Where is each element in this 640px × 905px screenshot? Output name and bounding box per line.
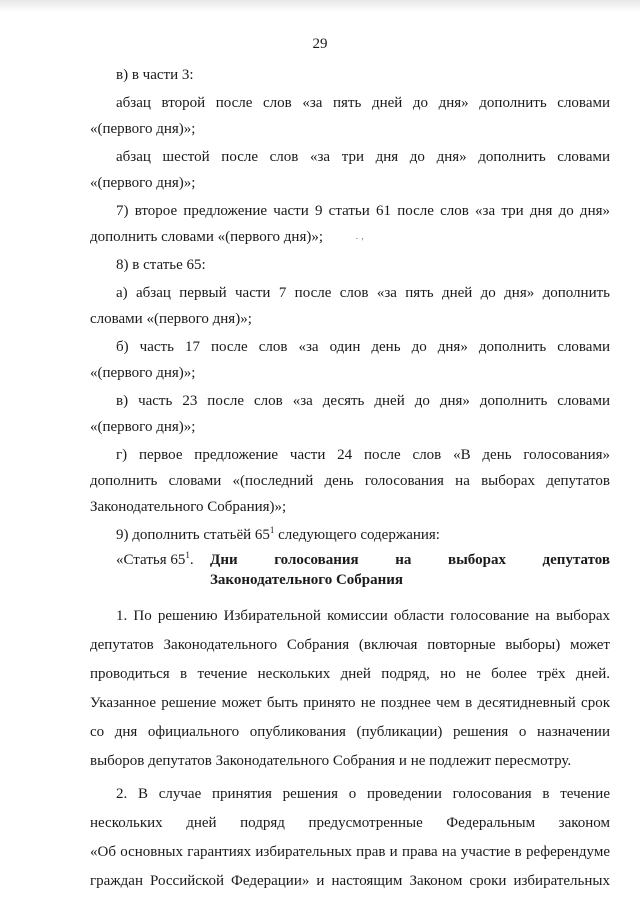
pen-mark: ˙ ′	[355, 236, 364, 248]
item-g: г) первое предложение части 24 после слов «В день голосования» дополнить словами «(последний день голосования на выборах депутатов Законодательного Собрания)»;	[90, 447, 610, 515]
item-v: в) в части 3:	[116, 67, 194, 83]
article-heading	[90, 550, 610, 596]
item-a: а) абзац первый части 7 после слов «за пять дней до дня» дополнить словами «(первого дня)»;	[90, 285, 610, 327]
item-8: 8) в статье 65:	[116, 257, 206, 273]
item-v2: абзац шестой после слов «за три дня до дня» дополнить словами «(первого дня)»;	[90, 149, 610, 191]
article-text	[90, 602, 610, 896]
scan-edge	[0, 0, 640, 12]
item-v1: абзац второй после слов «за пять дней до дня» дополнить словами «(первого дня)»;	[90, 95, 610, 137]
item-vv: в) часть 23 после слов «за десять дней до дня» дополнить словами «(первого дня)»;	[90, 393, 610, 435]
paragraph-1: 1. По решению Избирательной комиссии области голосование на выборах депутатов Законодательного Собрания (включая повторные выборы) может проводиться в течение нескольких дней подряд, но не более трёх дней. Указанное решение может быть принято не позднее чем в десятидневный срок со дня официального опубликования (публикации) решения о назначении выборов депутатов Законодательного Собрания и не подлежит пересмотру.	[90, 608, 610, 769]
item-7: 7) второе предложение части 9 статьи 61 после слов «за три дня до дня» дополнить словами «(первого дня)»;	[90, 203, 610, 245]
paragraph-2: 2. В случае принятия решения о проведении голосования в течение нескольких дней подряд предусмотренные Федеральным законом «Об основных гарантиях избирательных прав и права на участие в референдуме граждан Российской Федерации» и настоящим Законом сроки избирательных	[90, 786, 610, 889]
page-number: 29	[312, 36, 328, 52]
document-body	[90, 62, 610, 900]
item-b: б) часть 17 после слов «за один день до дня» дополнить словами «(первого дня)»;	[90, 339, 610, 381]
article-title: Дни голосования на выборах депутатов Законодательного Собрания	[210, 552, 610, 588]
item-9: 9) дополнить статьёй $65^1$ следующего содержания:	[116, 525, 440, 543]
article-label: «Статья $65^1$.	[116, 550, 194, 568]
